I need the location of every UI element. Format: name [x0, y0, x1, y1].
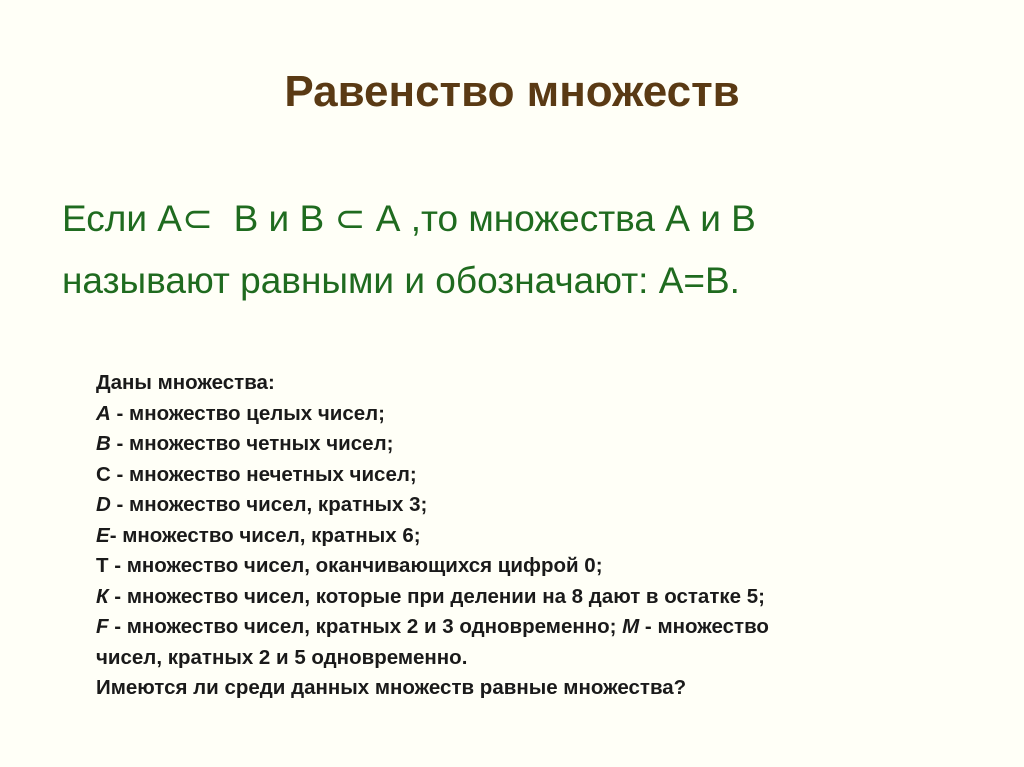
set-item-c — [96, 460, 976, 491]
task-question: Имеются ли среди данных множеств равные множества? — [96, 676, 687, 699]
set-letter: Т — [96, 554, 109, 577]
definition-line-2: называют равными и обозначают: А=В. — [62, 260, 740, 301]
set-description: - множество целых чисел; — [110, 401, 385, 425]
task-block — [96, 368, 976, 704]
set-description: - множество чисел, которые при делении на 8 дают в остатке 5; — [108, 584, 765, 608]
subset-symbol-icon: ⊂ — [334, 198, 366, 239]
set-item-m-continued: чисел, кратных 2 и 5 одновременно. — [96, 645, 468, 669]
subset-symbol-icon: ⊂ — [181, 198, 213, 239]
set-description: - множество чисел, кратных 2 и 3 одновременно; — [108, 615, 623, 638]
set-letter: F — [96, 615, 109, 638]
set-item-e — [96, 521, 976, 552]
set-letter: D — [96, 493, 111, 516]
set-letter: В — [96, 432, 111, 455]
definition-part-1: Если А — [62, 198, 182, 239]
definition-part-2: В и В — [233, 198, 325, 239]
slide-title: Равенство множеств — [284, 67, 740, 116]
set-item-a — [96, 399, 976, 430]
set-letter: С — [96, 462, 111, 486]
definition-line-1 — [62, 188, 992, 250]
set-description: - множество нечетных чисел; — [110, 462, 417, 486]
definition-part-3: А ,то множества А и В — [375, 198, 756, 239]
set-letter: А — [96, 401, 111, 425]
set-description: - множество чисел, оканчивающихся цифрой 0; — [108, 554, 603, 577]
task-intro: Даны множества: — [96, 371, 275, 394]
set-item-d — [96, 490, 976, 521]
set-item-k — [96, 582, 976, 613]
set-description: - множество чисел, кратных 3; — [110, 493, 428, 516]
set-item-f-m — [96, 612, 976, 643]
definition-text — [62, 188, 992, 312]
set-letter: К — [96, 584, 109, 608]
set-item-b — [96, 429, 976, 460]
set-letter: Е — [96, 523, 110, 547]
set-description: - множество чисел, кратных 6; — [109, 523, 421, 547]
set-description: - множество четных чисел; — [110, 432, 394, 455]
set-item-t — [96, 551, 976, 582]
set-description: - множество — [639, 615, 769, 638]
set-letter: М — [622, 615, 640, 638]
